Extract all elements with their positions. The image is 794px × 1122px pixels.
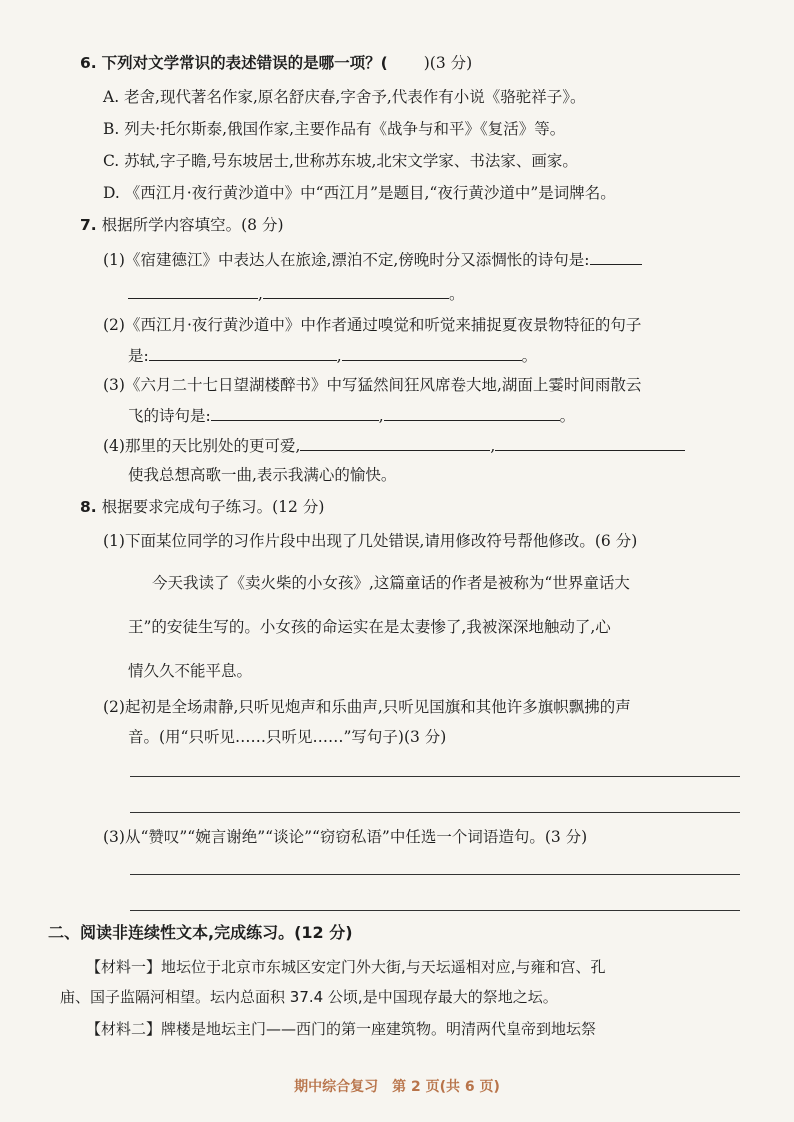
q8-part2-answer-line-1[interactable]: [130, 776, 740, 777]
q7-part2-blank-a[interactable]: [149, 344, 337, 361]
q7-part4-blank-a[interactable]: [300, 434, 490, 451]
q6-number: 6.: [80, 54, 97, 72]
q6-option-a: A. 老舍,现代著名作家,原名舒庆春,字舍予,代表作有小说《骆驼祥子》。: [103, 88, 586, 106]
q6-option-d: D. 《西江月·夜行黄沙道中》中“西江月”是题目,“夜行黄沙道中”是词牌名。: [103, 184, 616, 202]
q7-part1-period: 。: [448, 285, 465, 303]
q7-part2-lead: 是:: [128, 347, 149, 365]
material1-line-2: 庙、国子监隔河相望。坛内总面积 37.4 公顷,是中国现存最大的祭地之坛。: [60, 988, 558, 1006]
q7-part1-blank-c[interactable]: [263, 282, 449, 299]
q7-part2: (2)《西江月·夜行黄沙道中》中作者通过嗅觉和听觉来捕捉夏夜景物特征的句子: [103, 316, 642, 334]
q7-part1-blank-a[interactable]: [590, 248, 642, 265]
q7-part2-blank-b[interactable]: [342, 344, 522, 361]
q7-part3-lead: 飞的诗句是:: [128, 407, 211, 425]
q8-part3-answer-line-1[interactable]: [130, 874, 740, 875]
section2-title: 二、阅读非连续性文本,完成练习。(12 分): [48, 923, 353, 942]
q8-part2-continued: 音。(用“只听见……只听见……”写句子)(3 分): [128, 728, 447, 746]
q7-number: 7.: [80, 216, 97, 234]
q7-part2-continued: [128, 344, 537, 367]
q8-part3-answer-line-2[interactable]: [130, 910, 740, 911]
q7-part3-blank-b[interactable]: [384, 404, 560, 421]
q8-number: 8.: [80, 498, 97, 516]
q8-passage-line-3: 情久久不能平息。: [128, 662, 253, 680]
q7-part3-period: 。: [559, 407, 576, 425]
q6-stem: [80, 52, 472, 74]
material2-line-1: 【材料二】牌楼是地坛主门——西门的第一座建筑物。明清两代皇帝到地坛祭: [86, 1020, 597, 1038]
q7-part1: [103, 248, 642, 271]
q6-score: )(3 分): [423, 54, 473, 72]
q8-part2-answer-line-2[interactable]: [130, 812, 740, 813]
material1-line-1: 【材料一】地坛位于北京市东城区安定门外大街,与天坛遥相对应,与雍和宫、孔: [86, 958, 606, 976]
q8-part2: (2)起初是全场肃静,只听见炮声和乐曲声,只听见国旗和其他许多旗帜飘拂的声: [103, 698, 631, 716]
q7-part4-continued: 使我总想高歌一曲,表示我满心的愉快。: [128, 466, 397, 484]
q7-part2-comma: ,: [336, 347, 342, 365]
q7-part4: [103, 434, 685, 457]
q7-part4-text: (4)那里的天比别处的更可爱,: [103, 437, 301, 455]
page-footer: 期中综合复习 第 2 页(共 6 页): [294, 1079, 500, 1095]
q6-stem-text: 下列对文学常识的表述错误的是哪一项？(: [101, 54, 388, 72]
q7-part3-comma: ,: [378, 407, 384, 425]
q8-part3: (3)从“赞叹”“婉言谢绝”“谈论”“窃窃私语”中任选一个词语造句。(3 分): [103, 828, 588, 846]
q7-part1-text: (1)《宿建德江》中表达人在旅途,漂泊不定,傍晚时分又添惆怅的诗句是:: [103, 251, 590, 269]
q7-part4-blank-b[interactable]: [495, 434, 685, 451]
q7-part1-comma: ,: [258, 285, 263, 303]
q7-part3-continued: [128, 404, 575, 427]
q7-part3-blank-a[interactable]: [211, 404, 379, 421]
q7-part1-blank-b[interactable]: [128, 282, 258, 299]
q7-part4-comma: ,: [490, 437, 496, 455]
q8-passage-line-2: 王”的安徒生写的。小女孩的命运实在是太妻惨了,我被深深地触动了,心: [128, 618, 611, 636]
q7-part2-period: 。: [521, 347, 538, 365]
q8-part1: (1)下面某位同学的习作片段中出现了几处错误,请用修改符号帮他修改。(6 分): [103, 532, 638, 550]
q7-stem: [80, 214, 284, 236]
q8-stem-text: 根据要求完成句子练习。(12 分): [101, 498, 325, 516]
q7-part3: (3)《六月二十七日望湖楼醉书》中写猛然间狂风席卷大地,湖面上霎时间雨散云: [103, 376, 642, 394]
q8-passage-line-1: 今天我读了《卖火柴的小女孩》,这篇童话的作者是被称为“世界童话大: [152, 574, 630, 592]
q7-stem-text: 根据所学内容填空。(8 分): [101, 216, 284, 234]
q8-stem: [80, 496, 324, 518]
q7-part1-continued: [128, 282, 464, 305]
q6-option-b: B. 列夫·托尔斯泰,俄国作家,主要作品有《战争与和平》《复活》等。: [103, 120, 566, 138]
q6-option-c: C. 苏轼,字子瞻,号东坡居士,世称苏东坡,北宋文学家、书法家、画家。: [103, 152, 578, 170]
